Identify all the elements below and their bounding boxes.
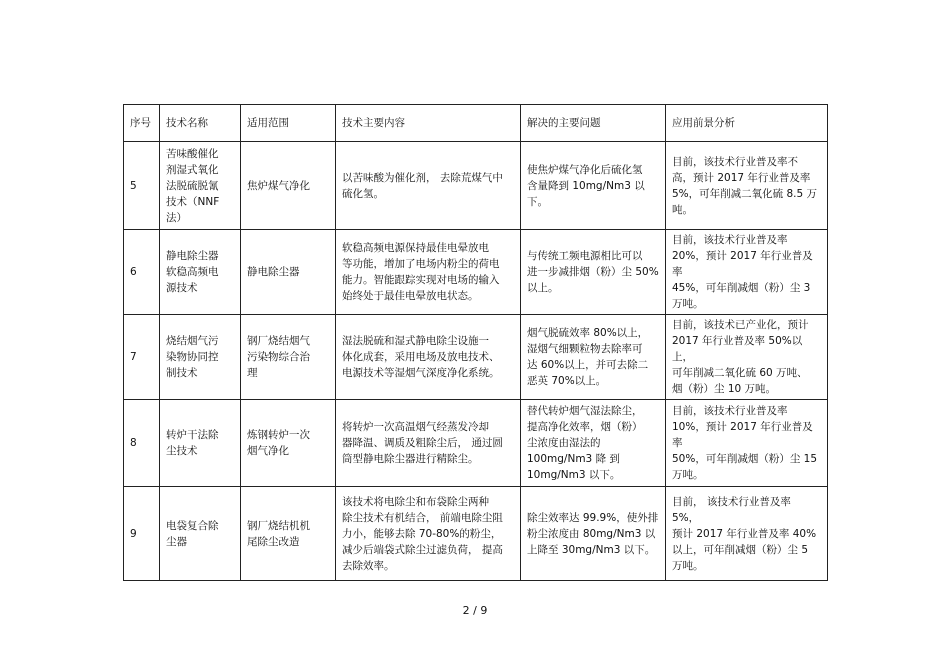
- tech-name-cell: 烧结烟气污 染物协同控 制技术: [160, 315, 241, 400]
- content-cell: 该技术将电除尘和布袋除尘两种 除尘技术有机结合， 前端电除尘阻 力小，能够去除 70-80%的粉尘， 减少后端袋式除尘过滤负荷， 提高 去除效率。: [336, 487, 521, 581]
- scope-cell: 钢厂烧结机机 尾除尘改造: [241, 487, 336, 581]
- outlook-cell: 目前，该技术行业普及率 20%，预计 2017 年行业普及率 45%，可年削减烟（粉）尘 3 万吨。: [666, 230, 828, 315]
- tech-name-cell: 转炉干法除 尘技术: [160, 400, 241, 487]
- table-row: [124, 230, 828, 315]
- row-number: 9: [124, 487, 160, 581]
- tech-name-cell: 静电除尘器 软稳高频电 源技术: [160, 230, 241, 315]
- table-row: [124, 487, 828, 581]
- problem-cell: 与传统工频电源相比可以 进一步减排烟（粉）尘 50% 以上。: [521, 230, 666, 315]
- row-number: 5: [124, 142, 160, 230]
- col-header-problem: 解决的主要问题: [521, 105, 666, 142]
- scope-cell: 炼钢转炉一次 烟气净化: [241, 400, 336, 487]
- outlook-cell: 目前，该技术行业普及率 10%，预计 2017 年行业普及率 50%，可年削减烟（粉）尘 15 万吨。: [666, 400, 828, 487]
- scope-cell: 静电除尘器: [241, 230, 336, 315]
- problem-cell: 替代转炉烟气湿法除尘， 提高净化效率，烟（粉） 尘浓度由湿法的 100mg/Nm3 降 到 10mg/Nm3 以下。: [521, 400, 666, 487]
- page-number: 2 / 9: [462, 604, 488, 617]
- tech-name-cell: 苦味酸催化 剂湿式氧化 法脱硫脱氰 技术（NNF 法）: [160, 142, 241, 230]
- content-cell: 将转炉一次高温烟气经蒸发冷却 器降温、调质及粗除尘后， 通过圆 筒型静电除尘器进行精除尘。: [336, 400, 521, 487]
- outlook-cell: 目前， 该技术行业普及率 5%， 预计 2017 年行业普及率 40% 以上，可年削减烟（粉）尘 5 万吨。: [666, 487, 828, 581]
- problem-cell: 使焦炉煤气净化后硫化氢 含量降到 10mg/Nm3 以 下。: [521, 142, 666, 230]
- col-header-scope: 适用范围: [241, 105, 336, 142]
- table-row: [124, 400, 828, 487]
- outlook-cell: 目前，该技术行业普及率不 高，预计 2017 年行业普及率 5%，可年削减二氧化硫 8.5 万 吨。: [666, 142, 828, 230]
- col-header-content: 技术主要内容: [336, 105, 521, 142]
- table-row: [124, 142, 828, 230]
- row-number: 8: [124, 400, 160, 487]
- technology-table: [123, 104, 828, 581]
- scope-cell: 钢厂烧结烟气 污染物综合治 理: [241, 315, 336, 400]
- table-header-row: [124, 105, 828, 142]
- problem-cell: 除尘效率达 99.9%，使外排 粉尘浓度由 80mg/Nm3 以 上降至 30mg/Nm3 以下。: [521, 487, 666, 581]
- content-cell: 湿法脱硫和湿式静电除尘设施一 体化成套，采用电场及放电技术、 电源技术等湿烟气深度净化系统。: [336, 315, 521, 400]
- content-cell: 软稳高频电源保持最佳电晕放电 等功能，增加了电场内粉尘的荷电 能力。智能跟踪实现对电场的输入 始终处于最佳电晕放电状态。: [336, 230, 521, 315]
- content-cell: 以苦味酸为催化剂， 去除荒煤气中 硫化氢。: [336, 142, 521, 230]
- table-row: [124, 315, 828, 400]
- row-number: 6: [124, 230, 160, 315]
- col-header-name: 技术名称: [160, 105, 241, 142]
- row-number: 7: [124, 315, 160, 400]
- outlook-cell: 目前，该技术已产业化，预计 2017 年行业普及率 50%以上， 可年削减二氧化硫 60 万吨、 烟（粉）尘 10 万吨。: [666, 315, 828, 400]
- problem-cell: 烟气脱硫效率 80%以上， 湿烟气细颗粒物去除率可 达 60%以上，并可去除二 恶英 70%以上。: [521, 315, 666, 400]
- tech-name-cell: 电袋复合除 尘器: [160, 487, 241, 581]
- scope-cell: 焦炉煤气净化: [241, 142, 336, 230]
- col-header-outlook: 应用前景分析: [666, 105, 828, 142]
- col-header-no: 序号: [124, 105, 160, 142]
